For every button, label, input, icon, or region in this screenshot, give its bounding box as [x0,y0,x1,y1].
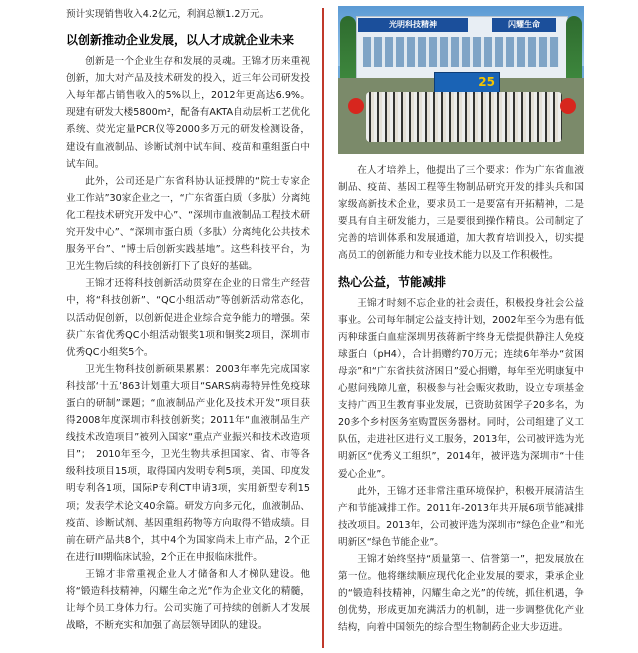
paragraph: 在人才培养上，他提出了三个要求：作为广东省血液制品、疫苗、基因工程等生物制品研究开发的排头兵和国家级高新技术企业，要求员工一是要富有开拓精神，二是要具有自主研发能力，三是要很到操作精良。公司制定了完善的培训体系和发展通道，加大教育培训投入，切实提高员工的创新能力和专业技术能力以及工作积极性。 [338,165,584,262]
company-group-photo [338,6,584,154]
photo-anniversary-banner [434,72,500,94]
photo-red-balloon [560,98,576,114]
paragraph: 王锦才始终坚持“质量第一、信誉第一”，把发展放在第一位。他将继续顺应现代化企业发展的要求，秉承企业的“锻造科技精神，闪耀生命之光”的传统，抓住机遇，争创优势，形成更加充满活力的机制，进一步调整优化产业结构，向着中国领先的综合型生物制药企业大步迈进。 [338,553,584,634]
photo-crowd [366,92,562,142]
paragraph: 王锦才非常重视企业人才储备和人才梯队建设。他将“锻造科技精神，闪耀生命之光”作为企业文化的精髓，让每个员工身体力行。公司实施了可持续的创新人才发展战略，不断充实和加强了高层领导团队的建设。 [66,568,310,632]
right-column [338,6,584,651]
top-line: 预计实现销售收入4.2亿元，利润总额1.2万元。 [66,9,270,20]
section-heading-innovation: 以创新推动企业发展，以人才成就企业未来 [66,33,295,48]
photo-building-windows [363,37,559,67]
paragraph: 创新是一个企业生存和发展的灵魂。王锦才历来重视创新，加大对产品及技术研发的投入，近三年公司研发投入每年都占销售收入的5%以上，2012年更高达6.9%。现建有研发大楼5800m²，配备有AKTA自动层析工艺优化系统、荧光定量PCR仪等2000多万元的研发检测设备，建设有血液制品、诊断试剂中试车间、疫苗和重组蛋白中试车间。 [66,56,310,170]
photo-palm-tree [566,16,582,86]
column-divider [322,8,324,648]
photo-red-balloon [348,98,364,114]
photo-sign-right: 闪耀生命 [492,18,556,32]
left-column [66,6,310,651]
section-heading-charity: 热心公益，节能减排 [338,274,447,289]
photo-sign-left: 光明科技精神 [358,18,468,32]
photo-palm-tree [340,16,356,86]
paragraph: 卫光生物科技创新硕果累累：2003年率先完成国家科技部‘十五’863计划重大项目“SARS病毒特异性免疫球蛋白的研制”课题；“血液制品产业化及技术开发”项目获得2008年度深圳市科技创新奖；2011年“血液制品生产线技术改造项目”被列入国家“重点产业振兴和技术改造项目”； 2010年至今，卫光生物共承担国家、省、市等各级科技项目15项，取得国内发明专利5项，美国、印度发明专利各1项，国际P专利CT申请3项，实用新型专利15项；发表学术论文40余篇。研发方向多元化，血液制品、疫苗、诊断试剂、基因重组药物等方向取得不错成绩。目前在研产品共8个，其中4个为国家尚未上市产品，2个正在进行III期临床试验，2个正在申报临床批件。 [66,363,310,563]
paragraph: 王锦才时刻不忘企业的社会责任，积极投身社会公益事业。公司每年制定公益支持计划，2002年至今为患有低丙种球蛋白血症深圳男孩蒋新宇终身无偿提供静注人免疫球蛋白（pH4），合计捐赠约70万元；连续6年举办“贫困母亲”和“广东省扶贫济困日”爱心捐赠，每年至光明康复中心慰问残障儿童，积极参与社会赈灾救助，设立专项基金支持广西卫生教育事业发展，已资助贫困学子20多名，为20多个乡村医务室购置医务器材。同时，公司组建了义工队伍，走进社区进行义工服务，2013年，公司被评选为光明新区“优秀义工组织”，2014年，被评选为深圳市“十佳爱心企业”。 [338,297,584,480]
paragraph: 王锦才还将科技创新活动贯穿在企业的日常生产经营中，将“科技创新”、“QC小组活动”等创新活动常态化，以活动促创新，以创新促进企业综合竞争能力的增强。荣获广东省优秀QC小组活动银奖1项和铜奖2项目，深圳市优秀QC小组奖5个。 [66,278,310,358]
photo-banner-number: 25 [478,75,495,89]
paragraph: 此外，王锦才还非常注重环境保护，积极开展清洁生产和节能减排工作。2011年-2013年共开展6项节能减排技改项目。2013年，公司被评选为深圳市“绿色企业”和光明新区“绿色节能企业”。 [338,485,584,548]
paragraph: 此外，公司还是广东省科协认证授牌的“院士专家企业工作站”30家企业之一，“广东省蛋白质（多肽）分离纯化工程技术研究开发中心”、“深圳市血液制品工程技术研究开发中心”、“深圳市蛋白质（多肽）分离纯化公共技术服务平台”、“博士后创新实践基地”。这些科技平台，为卫光生物后续的科技创新打下了良好的基础。 [66,175,310,273]
